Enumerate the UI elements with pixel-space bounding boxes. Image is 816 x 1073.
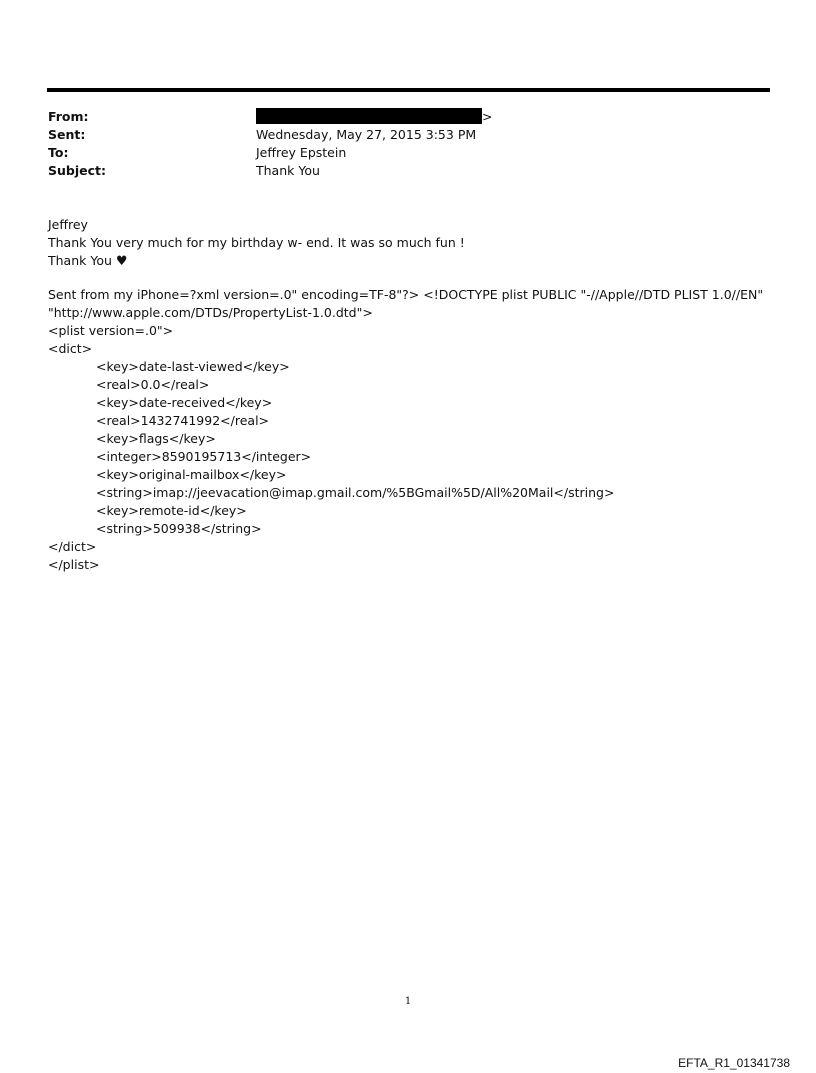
plist-entry-line: <real>1432741992</real> bbox=[96, 413, 270, 428]
message-line-1: Thank You very much for my birthday w- end. It was so much fun ! bbox=[48, 235, 465, 250]
plist-entry-line: <real>0.0</real> bbox=[96, 377, 210, 392]
from-label: From: bbox=[48, 109, 89, 124]
subject-row bbox=[48, 162, 492, 180]
plist-dtd-line: "http://www.apple.com/DTDs/PropertyList-1.0.dtd"> bbox=[48, 305, 373, 320]
sent-value: Wednesday, May 27, 2015 3:53 PM bbox=[256, 127, 477, 142]
plist-entry-line: <string>509938</string> bbox=[96, 521, 262, 536]
plist-entry-line: <string>imap://jeevacation@imap.gmail.com/%5BGmail%5D/All%20Mail</string> bbox=[96, 485, 615, 500]
greeting: Jeffrey bbox=[48, 217, 88, 232]
bates-number: EFTA_R1_01341738 bbox=[678, 1056, 790, 1070]
dict-close-line: </dict> bbox=[48, 539, 97, 554]
dict-open-line: <dict> bbox=[48, 341, 93, 356]
from-row bbox=[48, 108, 492, 126]
plist-entry-line: <key>date-received</key> bbox=[96, 395, 273, 410]
email-header bbox=[48, 108, 492, 180]
plist-open-line: <plist version=.0"> bbox=[48, 323, 174, 338]
plist-entry-line: <integer>8590195713</integer> bbox=[96, 449, 312, 464]
to-label: To: bbox=[48, 145, 69, 160]
plist-entry-line: <key>remote-id</key> bbox=[96, 503, 247, 518]
message-line-2 bbox=[48, 252, 778, 270]
sent-row bbox=[48, 126, 492, 144]
plist-close-line: </plist> bbox=[48, 557, 100, 572]
redaction-box bbox=[256, 108, 482, 124]
thank-you-text: Thank You bbox=[48, 253, 112, 268]
from-value bbox=[256, 108, 492, 126]
to-row bbox=[48, 144, 492, 162]
plist-entry-line: <key>date-last-viewed</key> bbox=[96, 359, 290, 374]
page-number: 1 bbox=[404, 996, 412, 1007]
subject-label: Subject: bbox=[48, 163, 106, 178]
heart-icon: ♥ bbox=[115, 254, 128, 269]
sent-label: Sent: bbox=[48, 127, 86, 142]
plist-entry-line: <key>flags</key> bbox=[96, 431, 216, 446]
to-value: Jeffrey Epstein bbox=[256, 145, 347, 160]
subject-value: Thank You bbox=[256, 163, 320, 178]
signature-line: Sent from my iPhone=?xml version=.0" encoding=TF-8"?> <!DOCTYPE plist PUBLIC "-//Apple//DTD PLIST 1.0//EN" bbox=[48, 287, 764, 302]
email-body bbox=[48, 216, 778, 574]
plist-entry-line: <key>original-mailbox</key> bbox=[96, 467, 287, 482]
from-suffix: > bbox=[482, 109, 493, 124]
spacer bbox=[48, 270, 778, 286]
header-divider bbox=[47, 88, 770, 92]
